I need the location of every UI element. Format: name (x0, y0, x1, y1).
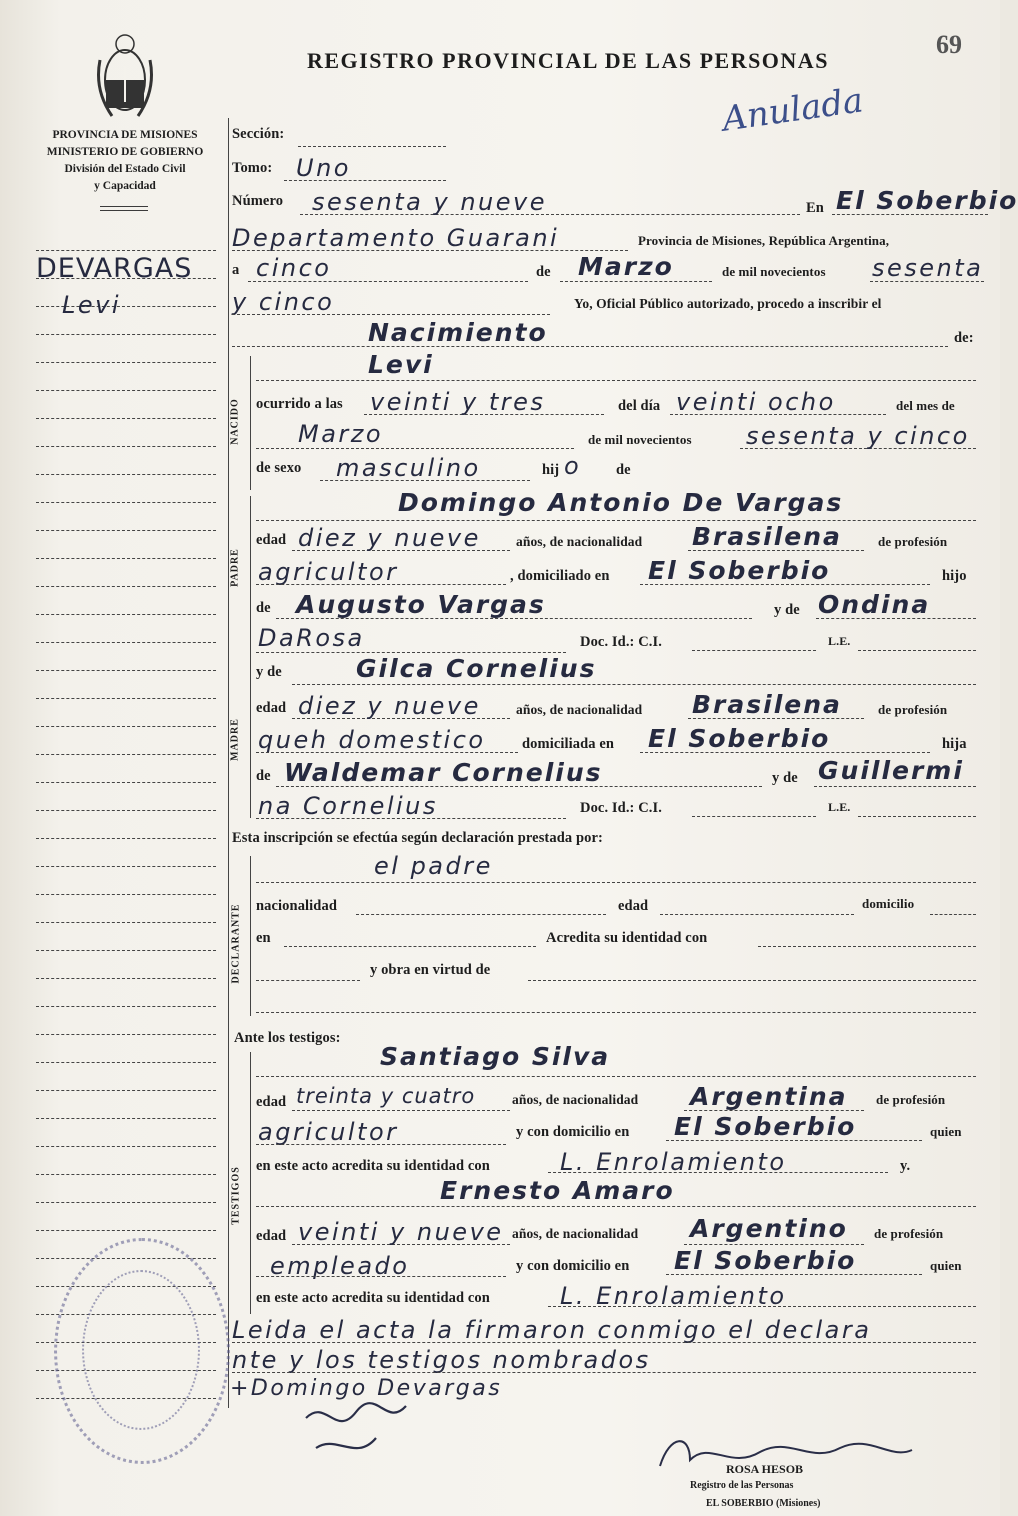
label-doc-id-m: Doc. Id.: C.I. (580, 800, 662, 816)
label-de-profesion-t2: de profesión (874, 1226, 944, 1241)
label-de: de (536, 264, 551, 280)
dept-line: MINISTERIO DE GOBIERNO (46, 146, 204, 158)
label-le-m: L.E. (828, 800, 851, 814)
department-block (30, 127, 220, 195)
divider (100, 206, 148, 207)
value-t1-nac: Argentina (690, 1082, 848, 1111)
value-departamento: Departamento Guarani (232, 224, 560, 252)
label-domiciliada: domiciliada en (522, 736, 615, 752)
margin-line (36, 1034, 216, 1035)
label-a: a (232, 262, 240, 278)
closing-line-2: nte y los testigos nombrados (232, 1346, 651, 1374)
label-numero: Número (232, 193, 284, 209)
line (284, 946, 536, 947)
value-padre-nac: Brasilena (692, 522, 842, 551)
label-testigos: Ante los testigos: (234, 1030, 341, 1046)
value-anio-b: y cinco (232, 288, 335, 316)
label-sexo: de sexo (256, 460, 302, 476)
label-domicilio: domicilio (862, 896, 915, 911)
line (692, 816, 816, 817)
value-t2-edad: veinti y nueve (298, 1218, 504, 1246)
value-t2-prof: empleado (270, 1252, 410, 1280)
section-label-declarante: DECLARANTE (230, 903, 242, 984)
value-t2-nac: Argentino (690, 1214, 848, 1243)
label-anos-nac-t2: años, de nacionalidad (512, 1226, 639, 1241)
line (256, 584, 506, 585)
line (256, 520, 976, 521)
value-hora: veinti y tres (370, 388, 546, 416)
value-en: El Soberbio (836, 186, 1018, 215)
line (692, 650, 816, 651)
line (256, 882, 976, 883)
margin-line (36, 502, 216, 503)
margin-line (36, 782, 216, 783)
section-label-padre: PADRE (229, 548, 241, 587)
label-hija: hija (942, 736, 967, 752)
annulled-note: Anulada (719, 80, 866, 140)
margin-line (36, 446, 216, 447)
value-nombre: Levi (368, 350, 434, 379)
line (292, 1110, 510, 1111)
section-rule (250, 856, 251, 1016)
line (684, 1244, 864, 1245)
label-de-mil2: de mil novecientos (588, 432, 692, 447)
label-y-de2: y de (256, 664, 282, 680)
margin-line (36, 726, 216, 727)
declarant-signature: +Domingo Devargas (230, 1376, 503, 1401)
line (292, 684, 976, 685)
label-de-profesion-m: de profesión (878, 702, 948, 717)
margin-line (36, 614, 216, 615)
label-y-de: y de (774, 602, 800, 618)
margin-line (36, 474, 216, 475)
official-seal-inner (82, 1270, 200, 1430)
line (858, 650, 976, 651)
value-numero: sesenta y nueve (312, 188, 547, 216)
value-acto: Nacimiento (368, 318, 548, 347)
line (256, 980, 360, 981)
label-anos-nac: años, de nacionalidad (516, 534, 643, 549)
label-acredita: Acredita su identidad con (546, 930, 708, 946)
value-declarante: el padre (374, 852, 493, 880)
value-madre-nac: Brasilena (692, 690, 842, 719)
margin-line (36, 1146, 216, 1147)
label-doc-id: Doc. Id.: C.I. (580, 634, 662, 650)
page-title: REGISTRO PROVINCIAL DE LAS PERSONAS (307, 48, 829, 73)
section-label-testigos: TESTIGOS (230, 1166, 242, 1225)
line (356, 914, 606, 915)
label-anos-nac-m: años, de nacionalidad (516, 702, 643, 717)
value-t1-prof: agricultor (258, 1118, 399, 1146)
margin-line (36, 1090, 216, 1091)
value-madre-edad: diez y nueve (298, 692, 481, 720)
line (256, 752, 518, 753)
dept-line: y Capacidad (94, 180, 156, 192)
margin-line (36, 894, 216, 895)
margin-line (36, 1174, 216, 1175)
line (256, 818, 566, 819)
label-de-profesion: de profesión (878, 534, 948, 549)
section-rule (250, 658, 251, 818)
margin-line (36, 922, 216, 923)
value-madre-prof: queh domestico (258, 726, 486, 754)
line (256, 652, 566, 653)
margin-line (36, 1062, 216, 1063)
line (298, 146, 446, 147)
label-hijo: hijo (942, 568, 967, 584)
value-mes: Marzo (578, 252, 674, 281)
label-declaracion: Esta inscripción se efectúa según declaración prestada por: (232, 830, 603, 846)
label-yo: Yo, Oficial Público autorizado, procedo a inscribir el (574, 296, 882, 311)
label-quien-t2: quien (930, 1258, 962, 1273)
margin-line (36, 950, 216, 951)
line (256, 1276, 506, 1277)
value-madre-madre-a: Guillermi (818, 756, 964, 785)
margin-line (36, 978, 216, 979)
label-anos-nac-t1: años, de nacionalidad (512, 1092, 639, 1107)
section-rule (250, 496, 251, 658)
witness-signature-icon (296, 1398, 426, 1464)
label-tomo: Tomo: (232, 160, 273, 176)
margin-line (36, 754, 216, 755)
section-rule (250, 1052, 251, 1314)
label-provincia: Provincia de Misiones, República Argentina, (638, 233, 890, 248)
line (232, 1342, 976, 1343)
value-padre-prof: agricultor (258, 558, 399, 586)
value-padre-madre-a: Ondina (818, 590, 931, 619)
label-domiciliado: , domiciliado en (510, 568, 610, 584)
margin-line (36, 670, 216, 671)
line (758, 946, 976, 947)
dept-line: División del Estado Civil (64, 163, 186, 175)
stamp-line-3: EL SOBERBIO (Misiones) (706, 1498, 821, 1509)
margin-line (36, 1202, 216, 1203)
section-rule (250, 356, 251, 490)
label-y-dot: y. (900, 1158, 911, 1174)
line (256, 1144, 506, 1145)
margin-line (36, 530, 216, 531)
margin-line (36, 418, 216, 419)
label-del-mes: del mes de (896, 398, 955, 413)
label-edad: edad (256, 532, 287, 548)
label-seccion: Sección: (232, 126, 285, 142)
value-madre-padre: Waldemar Cornelius (284, 758, 603, 787)
line (256, 1076, 976, 1077)
label-de2: de (616, 462, 631, 478)
value-padre-madre-b: DaRosa (258, 624, 365, 652)
section-label-nacido: NACIDO (229, 398, 241, 445)
line (256, 1206, 976, 1207)
value-anio-nac: sesenta y cinco (746, 422, 970, 450)
line (232, 250, 628, 251)
line (560, 281, 712, 282)
label-de-mil: de mil novecientos (722, 264, 826, 279)
label-edad-t1: edad (256, 1094, 287, 1110)
value-t1-doc: L. Enrolamiento (560, 1148, 787, 1176)
label-en2: en (256, 930, 271, 946)
line (528, 980, 976, 981)
label-acredita2-t2: en este acto acredita su identidad con (256, 1290, 490, 1306)
margin-line (36, 642, 216, 643)
value-madre-madre-b: na Cornelius (258, 792, 438, 820)
line (256, 448, 574, 449)
label-de-profesion-t1: de profesión (876, 1092, 946, 1107)
line (930, 914, 976, 915)
page-number: 69 (936, 30, 962, 59)
label-de-colon: de: (954, 330, 974, 346)
label-edad-t2: edad (256, 1228, 287, 1244)
closing-line-1: Leida el acta la firmaron conmigo el declara (232, 1316, 872, 1344)
value-padre: Domingo Antonio De Vargas (398, 488, 844, 517)
value-testigo2: Ernesto Amaro (440, 1176, 675, 1205)
margin-line (36, 1230, 216, 1231)
value-madre-dom: El Soberbio (648, 724, 831, 753)
label-obra: y obra en virtud de (370, 962, 491, 978)
margin-line (36, 698, 216, 699)
dept-line: PROVINCIA DE MISIONES (52, 129, 198, 141)
label-de3: de (256, 600, 271, 616)
margin-line (36, 810, 216, 811)
value-padre-edad: diez y nueve (298, 524, 481, 552)
label-nacionalidad: nacionalidad (256, 898, 337, 914)
stamp-line-2: Registro de las Personas (690, 1480, 794, 1491)
line (232, 346, 948, 347)
margin-line (36, 558, 216, 559)
value-dia: cinco (256, 254, 332, 282)
margin-line (36, 362, 216, 363)
line (232, 1372, 976, 1373)
label-de-m: de (256, 768, 271, 784)
value-sexo: masculino (336, 454, 481, 482)
label-quien: quien (930, 1124, 962, 1139)
line (660, 914, 854, 915)
value-t2-dom: El Soberbio (674, 1246, 857, 1275)
value-t1-dom: El Soberbio (674, 1112, 857, 1141)
label-hij: hij (542, 462, 560, 478)
value-mes-nac: Marzo (298, 420, 384, 448)
label-y-con-dom-t2: y con domicilio en (516, 1258, 630, 1274)
divider (100, 210, 148, 211)
label-le: L.E. (828, 634, 851, 648)
margin-line (36, 586, 216, 587)
section-label-madre: MADRE (229, 718, 241, 761)
margin-line (36, 390, 216, 391)
label-y-con-dom: y con domicilio en (516, 1124, 630, 1140)
line (858, 816, 976, 817)
label-y-de-m: y de (772, 770, 798, 786)
label-en: En (806, 200, 824, 216)
line (814, 786, 976, 787)
margin-line (36, 1006, 216, 1007)
value-testigo1: Santiago Silva (380, 1042, 611, 1071)
value-hijo-suffix: o (564, 452, 582, 480)
line (256, 380, 976, 381)
margin-line (36, 1118, 216, 1119)
value-t2-doc: L. Enrolamiento (560, 1282, 787, 1310)
margin-name: Levi (62, 291, 122, 319)
margin-line (36, 250, 216, 251)
margin-surname: DEVARGAS (36, 253, 193, 284)
value-padre-dom: El Soberbio (648, 556, 831, 585)
stamp-line-1: ROSA HESOB (726, 1462, 804, 1476)
label-edad-m: edad (256, 700, 287, 716)
label-del-dia: del día (618, 398, 661, 414)
value-padre-padre: Augusto Vargas (296, 590, 546, 619)
label-ocurrido: ocurrido a las (256, 396, 343, 412)
margin-line (36, 334, 216, 335)
coat-of-arms-icon (92, 30, 158, 122)
label-acredita2: en este acto acredita su identidad con (256, 1158, 490, 1174)
value-madre: Gilca Cornelius (356, 654, 597, 683)
margin-line (36, 866, 216, 867)
label-edad-d: edad (618, 898, 649, 914)
line (232, 314, 550, 315)
line (256, 1012, 976, 1013)
value-tomo: Uno (296, 154, 351, 182)
value-anio-a: sesenta (872, 254, 984, 282)
value-dia-nac: veinti ocho (676, 388, 836, 416)
margin-line (36, 838, 216, 839)
value-t1-edad: treinta y cuatro (296, 1084, 476, 1108)
